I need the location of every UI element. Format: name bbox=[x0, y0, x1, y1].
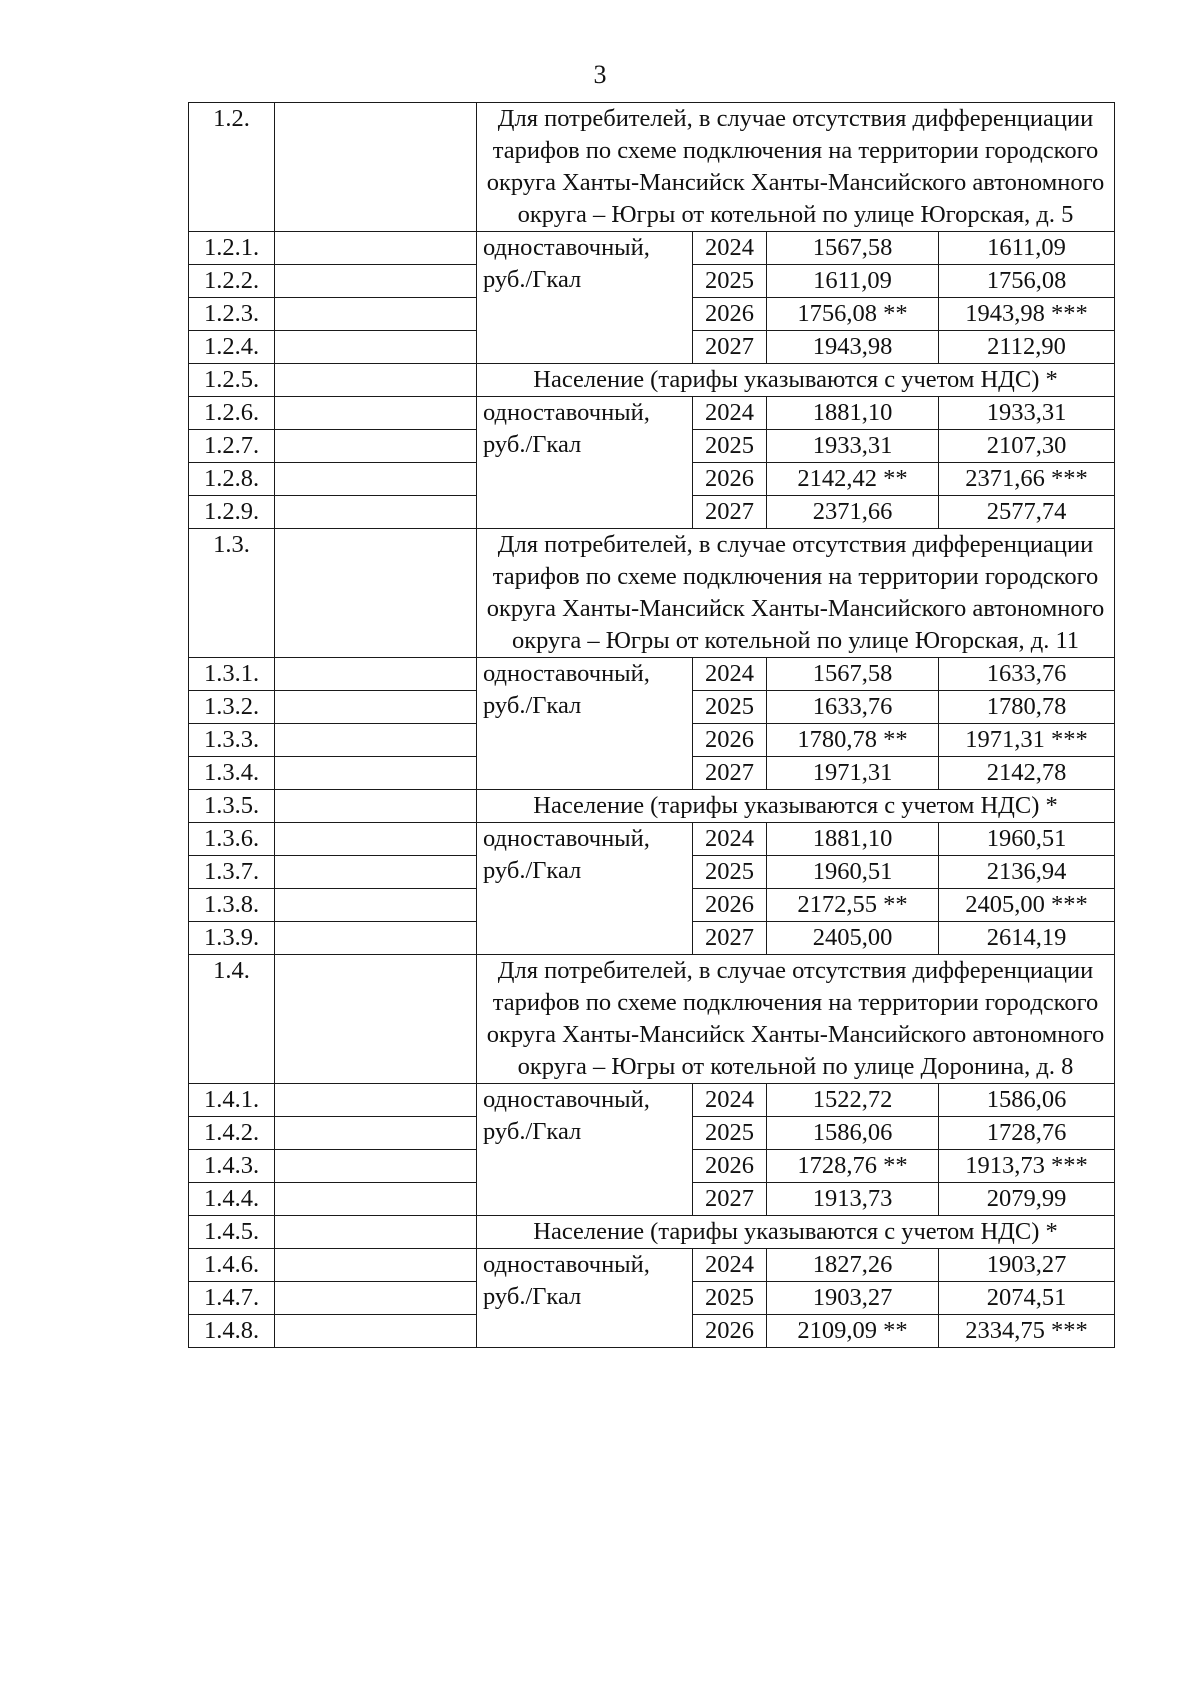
blank-cell bbox=[275, 364, 477, 397]
unit-label: одноставочный, руб./Гкал bbox=[477, 397, 693, 529]
row-number: 1.3.3. bbox=[189, 724, 275, 757]
tariff-second-half: 2079,99 bbox=[939, 1183, 1115, 1216]
year-cell: 2025 bbox=[693, 691, 767, 724]
tariff-first-half: 1756,08 ** bbox=[767, 298, 939, 331]
row-number: 1.2.3. bbox=[189, 298, 275, 331]
year-cell: 2026 bbox=[693, 1315, 767, 1348]
tariff-second-half: 2334,75 *** bbox=[939, 1315, 1115, 1348]
section-title: Для потребителей, в случае отсутствия дифференциации тарифов по схеме подключения на территории городского округа Ханты-Мансийск Ханты-Мансийского автономного округа – Югры от котельной по улице Югорская, д. 11 bbox=[477, 529, 1115, 658]
row-number: 1.3.9. bbox=[189, 922, 275, 955]
blank-cell bbox=[275, 1315, 477, 1348]
blank-cell bbox=[275, 103, 477, 232]
blank-cell bbox=[275, 529, 477, 658]
blank-cell bbox=[275, 691, 477, 724]
row-number: 1.3.6. bbox=[189, 823, 275, 856]
unit-label: одноставочный, руб./Гкал bbox=[477, 658, 693, 790]
section-number: 1.3. bbox=[189, 529, 275, 658]
tariff-second-half: 1971,31 *** bbox=[939, 724, 1115, 757]
tariff-first-half: 1827,26 bbox=[767, 1249, 939, 1282]
tariff-second-half: 1913,73 *** bbox=[939, 1150, 1115, 1183]
tariff-second-half: 2074,51 bbox=[939, 1282, 1115, 1315]
row-number: 1.4.4. bbox=[189, 1183, 275, 1216]
year-cell: 2026 bbox=[693, 1150, 767, 1183]
year-cell: 2026 bbox=[693, 298, 767, 331]
blank-cell bbox=[275, 790, 477, 823]
blank-cell bbox=[275, 1150, 477, 1183]
table-row bbox=[189, 1084, 1115, 1117]
blank-cell bbox=[275, 331, 477, 364]
tariff-second-half: 1586,06 bbox=[939, 1084, 1115, 1117]
blank-cell bbox=[275, 1084, 477, 1117]
section-header-row bbox=[189, 955, 1115, 1084]
section-number: 1.4. bbox=[189, 955, 275, 1084]
population-header: Население (тарифы указываются с учетом НДС) * bbox=[477, 1216, 1115, 1249]
year-cell: 2024 bbox=[693, 823, 767, 856]
tariff-first-half: 2371,66 bbox=[767, 496, 939, 529]
tariff-first-half: 1881,10 bbox=[767, 823, 939, 856]
row-number: 1.2.4. bbox=[189, 331, 275, 364]
unit-label: одноставочный, руб./Гкал bbox=[477, 823, 693, 955]
year-cell: 2025 bbox=[693, 856, 767, 889]
year-cell: 2024 bbox=[693, 658, 767, 691]
tariff-first-half: 1522,72 bbox=[767, 1084, 939, 1117]
row-number: 1.3.4. bbox=[189, 757, 275, 790]
tariff-second-half: 1943,98 *** bbox=[939, 298, 1115, 331]
tariff-first-half: 1971,31 bbox=[767, 757, 939, 790]
tariff-table bbox=[188, 102, 1115, 1348]
tariff-second-half: 1903,27 bbox=[939, 1249, 1115, 1282]
section-title: Для потребителей, в случае отсутствия дифференциации тарифов по схеме подключения на территории городского округа Ханты-Мансийск Ханты-Мансийского автономного округа – Югры от котельной по улице Югорская, д. 5 bbox=[477, 103, 1115, 232]
year-cell: 2027 bbox=[693, 331, 767, 364]
blank-cell bbox=[275, 922, 477, 955]
tariff-second-half: 2371,66 *** bbox=[939, 463, 1115, 496]
population-header-row bbox=[189, 1216, 1115, 1249]
year-cell: 2024 bbox=[693, 1084, 767, 1117]
page-number: 3 bbox=[593, 60, 607, 89]
tariff-first-half: 2142,42 ** bbox=[767, 463, 939, 496]
tariff-first-half: 2109,09 ** bbox=[767, 1315, 939, 1348]
row-number: 1.2.9. bbox=[189, 496, 275, 529]
tariff-first-half: 1943,98 bbox=[767, 331, 939, 364]
table-row bbox=[189, 658, 1115, 691]
year-cell: 2025 bbox=[693, 1282, 767, 1315]
row-number: 1.3.7. bbox=[189, 856, 275, 889]
blank-cell bbox=[275, 1249, 477, 1282]
blank-cell bbox=[275, 1117, 477, 1150]
table-row bbox=[189, 1249, 1115, 1282]
blank-cell bbox=[275, 463, 477, 496]
population-header: Население (тарифы указываются с учетом НДС) * bbox=[477, 364, 1115, 397]
row-number: 1.4.1. bbox=[189, 1084, 275, 1117]
row-number: 1.4.8. bbox=[189, 1315, 275, 1348]
row-number: 1.4.3. bbox=[189, 1150, 275, 1183]
table-row bbox=[189, 823, 1115, 856]
unit-label: одноставочный, руб./Гкал bbox=[477, 1084, 693, 1216]
tariff-first-half: 1586,06 bbox=[767, 1117, 939, 1150]
tariff-second-half: 2142,78 bbox=[939, 757, 1115, 790]
blank-cell bbox=[275, 823, 477, 856]
section-header-row bbox=[189, 103, 1115, 232]
tariff-first-half: 1881,10 bbox=[767, 397, 939, 430]
blank-cell bbox=[275, 430, 477, 463]
blank-cell bbox=[275, 1183, 477, 1216]
blank-cell bbox=[275, 265, 477, 298]
tariff-first-half: 1913,73 bbox=[767, 1183, 939, 1216]
population-header-row bbox=[189, 364, 1115, 397]
year-cell: 2024 bbox=[693, 397, 767, 430]
row-number: 1.2.7. bbox=[189, 430, 275, 463]
tariff-second-half: 1933,31 bbox=[939, 397, 1115, 430]
blank-cell bbox=[275, 658, 477, 691]
tariff-table-body bbox=[189, 103, 1115, 1348]
tariff-first-half: 2405,00 bbox=[767, 922, 939, 955]
section-title: Для потребителей, в случае отсутствия дифференциации тарифов по схеме подключения на территории городского округа Ханты-Мансийск Ханты-Мансийского автономного округа – Югры от котельной по улице Доронина, д. 8 bbox=[477, 955, 1115, 1084]
row-number: 1.4.2. bbox=[189, 1117, 275, 1150]
blank-cell bbox=[275, 955, 477, 1084]
year-cell: 2026 bbox=[693, 889, 767, 922]
blank-cell bbox=[275, 1216, 477, 1249]
tariff-second-half: 1728,76 bbox=[939, 1117, 1115, 1150]
tariff-second-half: 2405,00 *** bbox=[939, 889, 1115, 922]
year-cell: 2027 bbox=[693, 1183, 767, 1216]
year-cell: 2024 bbox=[693, 1249, 767, 1282]
blank-cell bbox=[275, 298, 477, 331]
table-row bbox=[189, 232, 1115, 265]
tariff-second-half: 1756,08 bbox=[939, 265, 1115, 298]
blank-cell bbox=[275, 397, 477, 430]
unit-label: одноставочный, руб./Гкал bbox=[477, 232, 693, 364]
year-cell: 2025 bbox=[693, 430, 767, 463]
row-number: 1.4.6. bbox=[189, 1249, 275, 1282]
tariff-second-half: 2107,30 bbox=[939, 430, 1115, 463]
row-number: 1.4.5. bbox=[189, 1216, 275, 1249]
tariff-second-half: 1960,51 bbox=[939, 823, 1115, 856]
row-number: 1.4.7. bbox=[189, 1282, 275, 1315]
tariff-first-half: 1633,76 bbox=[767, 691, 939, 724]
year-cell: 2025 bbox=[693, 265, 767, 298]
row-number: 1.2.8. bbox=[189, 463, 275, 496]
population-header-row bbox=[189, 790, 1115, 823]
tariff-first-half: 1933,31 bbox=[767, 430, 939, 463]
section-number: 1.2. bbox=[189, 103, 275, 232]
row-number: 1.2.6. bbox=[189, 397, 275, 430]
year-cell: 2024 bbox=[693, 232, 767, 265]
tariff-second-half: 1780,78 bbox=[939, 691, 1115, 724]
blank-cell bbox=[275, 856, 477, 889]
tariff-first-half: 1611,09 bbox=[767, 265, 939, 298]
tariff-second-half: 2614,19 bbox=[939, 922, 1115, 955]
tariff-first-half: 1903,27 bbox=[767, 1282, 939, 1315]
year-cell: 2026 bbox=[693, 463, 767, 496]
blank-cell bbox=[275, 232, 477, 265]
tariff-second-half: 1633,76 bbox=[939, 658, 1115, 691]
blank-cell bbox=[275, 724, 477, 757]
tariff-second-half: 2112,90 bbox=[939, 331, 1115, 364]
blank-cell bbox=[275, 757, 477, 790]
year-cell: 2026 bbox=[693, 724, 767, 757]
tariff-first-half: 1960,51 bbox=[767, 856, 939, 889]
tariff-first-half: 1780,78 ** bbox=[767, 724, 939, 757]
tariff-first-half: 2172,55 ** bbox=[767, 889, 939, 922]
blank-cell bbox=[275, 1282, 477, 1315]
row-number: 1.3.8. bbox=[189, 889, 275, 922]
year-cell: 2025 bbox=[693, 1117, 767, 1150]
row-number: 1.3.2. bbox=[189, 691, 275, 724]
tariff-second-half: 2577,74 bbox=[939, 496, 1115, 529]
tariff-first-half: 1728,76 ** bbox=[767, 1150, 939, 1183]
table-row bbox=[189, 397, 1115, 430]
tariff-first-half: 1567,58 bbox=[767, 658, 939, 691]
row-number: 1.2.2. bbox=[189, 265, 275, 298]
population-header: Население (тарифы указываются с учетом НДС) * bbox=[477, 790, 1115, 823]
row-number: 1.2.1. bbox=[189, 232, 275, 265]
blank-cell bbox=[275, 496, 477, 529]
row-number: 1.3.5. bbox=[189, 790, 275, 823]
year-cell: 2027 bbox=[693, 757, 767, 790]
section-header-row bbox=[189, 529, 1115, 658]
tariff-first-half: 1567,58 bbox=[767, 232, 939, 265]
row-number: 1.3.1. bbox=[189, 658, 275, 691]
tariff-second-half: 2136,94 bbox=[939, 856, 1115, 889]
unit-label: одноставочный, руб./Гкал bbox=[477, 1249, 693, 1348]
year-cell: 2027 bbox=[693, 922, 767, 955]
row-number: 1.2.5. bbox=[189, 364, 275, 397]
year-cell: 2027 bbox=[693, 496, 767, 529]
blank-cell bbox=[275, 889, 477, 922]
tariff-second-half: 1611,09 bbox=[939, 232, 1115, 265]
